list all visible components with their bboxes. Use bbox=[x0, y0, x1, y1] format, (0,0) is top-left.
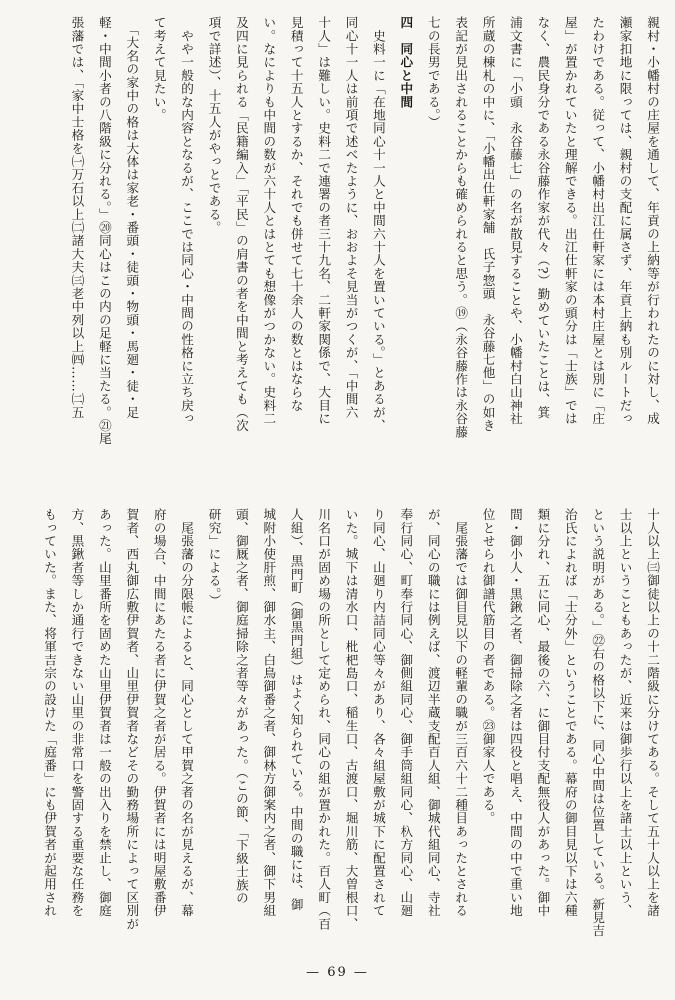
text-line: 親村・小幡村の庄屋を通して、年貢の上納等が行われたのに対し、成 bbox=[645, 16, 660, 426]
text-line: 瀬家扣地に限っては、親村の支配に属さず、年貢上納も別ルートだっ bbox=[617, 16, 633, 426]
text-line: 位とせられ御譜代筋目の者である。㉓御家人である。 bbox=[480, 508, 496, 825]
text-line: 間・御小人・黒鍬之者、御掃除之者は四役と唱え、中間の中で重い地 bbox=[507, 508, 523, 918]
section-heading: 四 同心と中間 bbox=[398, 16, 414, 109]
text-line: が、同心の職には例えば、渡辺半蔵支配百人組、御城代組同心、寺社 bbox=[425, 508, 441, 918]
text-line: 奉行同心、町奉行同心、御側組同心、御手筒組同心、杁方同心、山廻 bbox=[398, 508, 414, 918]
text-line: て考えて見たい。 bbox=[151, 16, 167, 122]
text-line: 尾張藩では御目見以下の軽輩の職が三百六十二種目あったとされる bbox=[453, 508, 469, 918]
page-number: — 69 — bbox=[306, 965, 369, 980]
text-line: あった。山里番所を固めた山里伊賀者は一般の出入りを禁止し、御庭 bbox=[96, 508, 112, 918]
text-line: 尾張藩の分限帳によると、同心として甲賀之者の名が見えるが、幕 bbox=[179, 508, 195, 918]
text-line: 川名口が固め場の所として定められ、同心の組が置かれた。百人町（百 bbox=[316, 508, 332, 931]
text-line: 研究」による。） bbox=[206, 508, 222, 608]
text-line: やや一般的な内容となるが、ここでは同心・中間の性格に立ち戻っ bbox=[179, 16, 195, 426]
text-line: 方、黒鍬者等しか通行できない山里の非常口を警固する重要な任務を bbox=[69, 508, 85, 918]
text-line: 「大名の家中の格は大体は家老・番頭・徒頭・物頭・馬廻・徒・足 bbox=[124, 16, 140, 419]
text-line: たわけである。従って、小幡村出江仕軒家には本村庄屋とは別に「庄 bbox=[590, 16, 606, 426]
text-line: もっていた。また、将軍吉宗の設けた「庭番」にも伊賀者が起用され bbox=[42, 508, 58, 918]
text-line: 城附小使肝煎、御水主、白鳥御番之者、御林方御案内之者、御下男組 bbox=[261, 508, 277, 918]
text-line: 十人」は難しい。史料二で連署の者三十九名、二軒家関係で、大目に bbox=[316, 16, 332, 426]
text-line: 屋」が置かれていたと理解できる。出江仕軒家の頭分は「士族」では bbox=[562, 16, 578, 426]
text-line: 軽・中間小者の八階級に分れる。」⑳同心はこの内の足軽に当たる。㉑尾 bbox=[96, 16, 112, 446]
text-line: 所蔵の棟札の中に、「小幡出仕軒家舗 氏子惣頭 永谷藤七他」の如き bbox=[480, 16, 496, 433]
text-line: 十人以上㈢御徒以上の十二階級に分けてある。そして五十人以上を諸 bbox=[645, 508, 660, 918]
text-line: 士以上ということもあったが、近来は御歩行以上を諸士以上という、 bbox=[617, 508, 633, 918]
text-line: という説明がある。」㉒右の格以下に、同心中間は位置している。新見吉 bbox=[590, 508, 606, 938]
text-line: 浦文書に「小頭 永谷藤七」の名が散見することや、小幡村白山神社 bbox=[507, 16, 523, 426]
upper-text-block bbox=[18, 16, 666, 471]
lower-text-block bbox=[8, 508, 666, 963]
text-line: 項で詳述）、十五人がやっとである。 bbox=[206, 16, 222, 235]
text-line: 治氏によれば「士分外」ということである。幕府の御目見以下は六種 bbox=[562, 508, 578, 918]
text-line: 府の場合、中間にあたる者に伊賀之者が居る。伊賀者には明屋敷番伊 bbox=[151, 508, 167, 918]
text-line: 張藩では、「家中士格を㈠万石以上㈡諸大夫㈢老中列以上㈣……㈡五 bbox=[69, 16, 85, 419]
text-line: 表記が見出されることからも確められると思う。⑲（永谷藤作は永谷藤 bbox=[453, 16, 469, 439]
text-line: 七の長男である。） bbox=[425, 16, 441, 129]
text-line: 同心十一人は前項で述べたように、おおよそ見当がつくが、「中間六 bbox=[343, 16, 359, 419]
text-line: 見積って十五人とするか、それでも併せて七十余人の数とはならな bbox=[288, 16, 304, 412]
text-line: 史料一に「在地同心十一人と中間六十人を置いている。」とあるが、 bbox=[370, 16, 386, 433]
text-line: 人組）、黒門町（御黒門組）はよく知られている。中間の職には、御 bbox=[288, 508, 304, 911]
text-line: なく、農民身分である永谷藤作家が代々（?）勤めていたことは、箕 bbox=[535, 16, 551, 420]
text-line: 頭、御厩之者、御庭掃除之者等々があった。（この節、「下級士族の bbox=[233, 508, 249, 905]
text-line: いた。城下は清水口、枇杷島口、稲生口、古渡口、堀川筋、大曽根口、 bbox=[343, 508, 359, 931]
text-line: り同心、山廻り内詰同心等々があり、各々組屋敷が城下に配置されて bbox=[370, 508, 386, 918]
text-line: 類に分れ、五に同心、最後の六、に御目付支配無役人があった。御中 bbox=[535, 508, 551, 918]
text-line: 賀者、西丸御広敷伊賀者、山里伊賀者などその勤務場所によって区別が bbox=[124, 508, 140, 931]
text-line: い。なによりも中間の数が六十人とはとても想像がつかない。史料二 bbox=[261, 16, 277, 426]
text-line: 及四に見られる「民籍編入」「平民」の肩書の者を中間と考えても（次 bbox=[233, 16, 249, 433]
